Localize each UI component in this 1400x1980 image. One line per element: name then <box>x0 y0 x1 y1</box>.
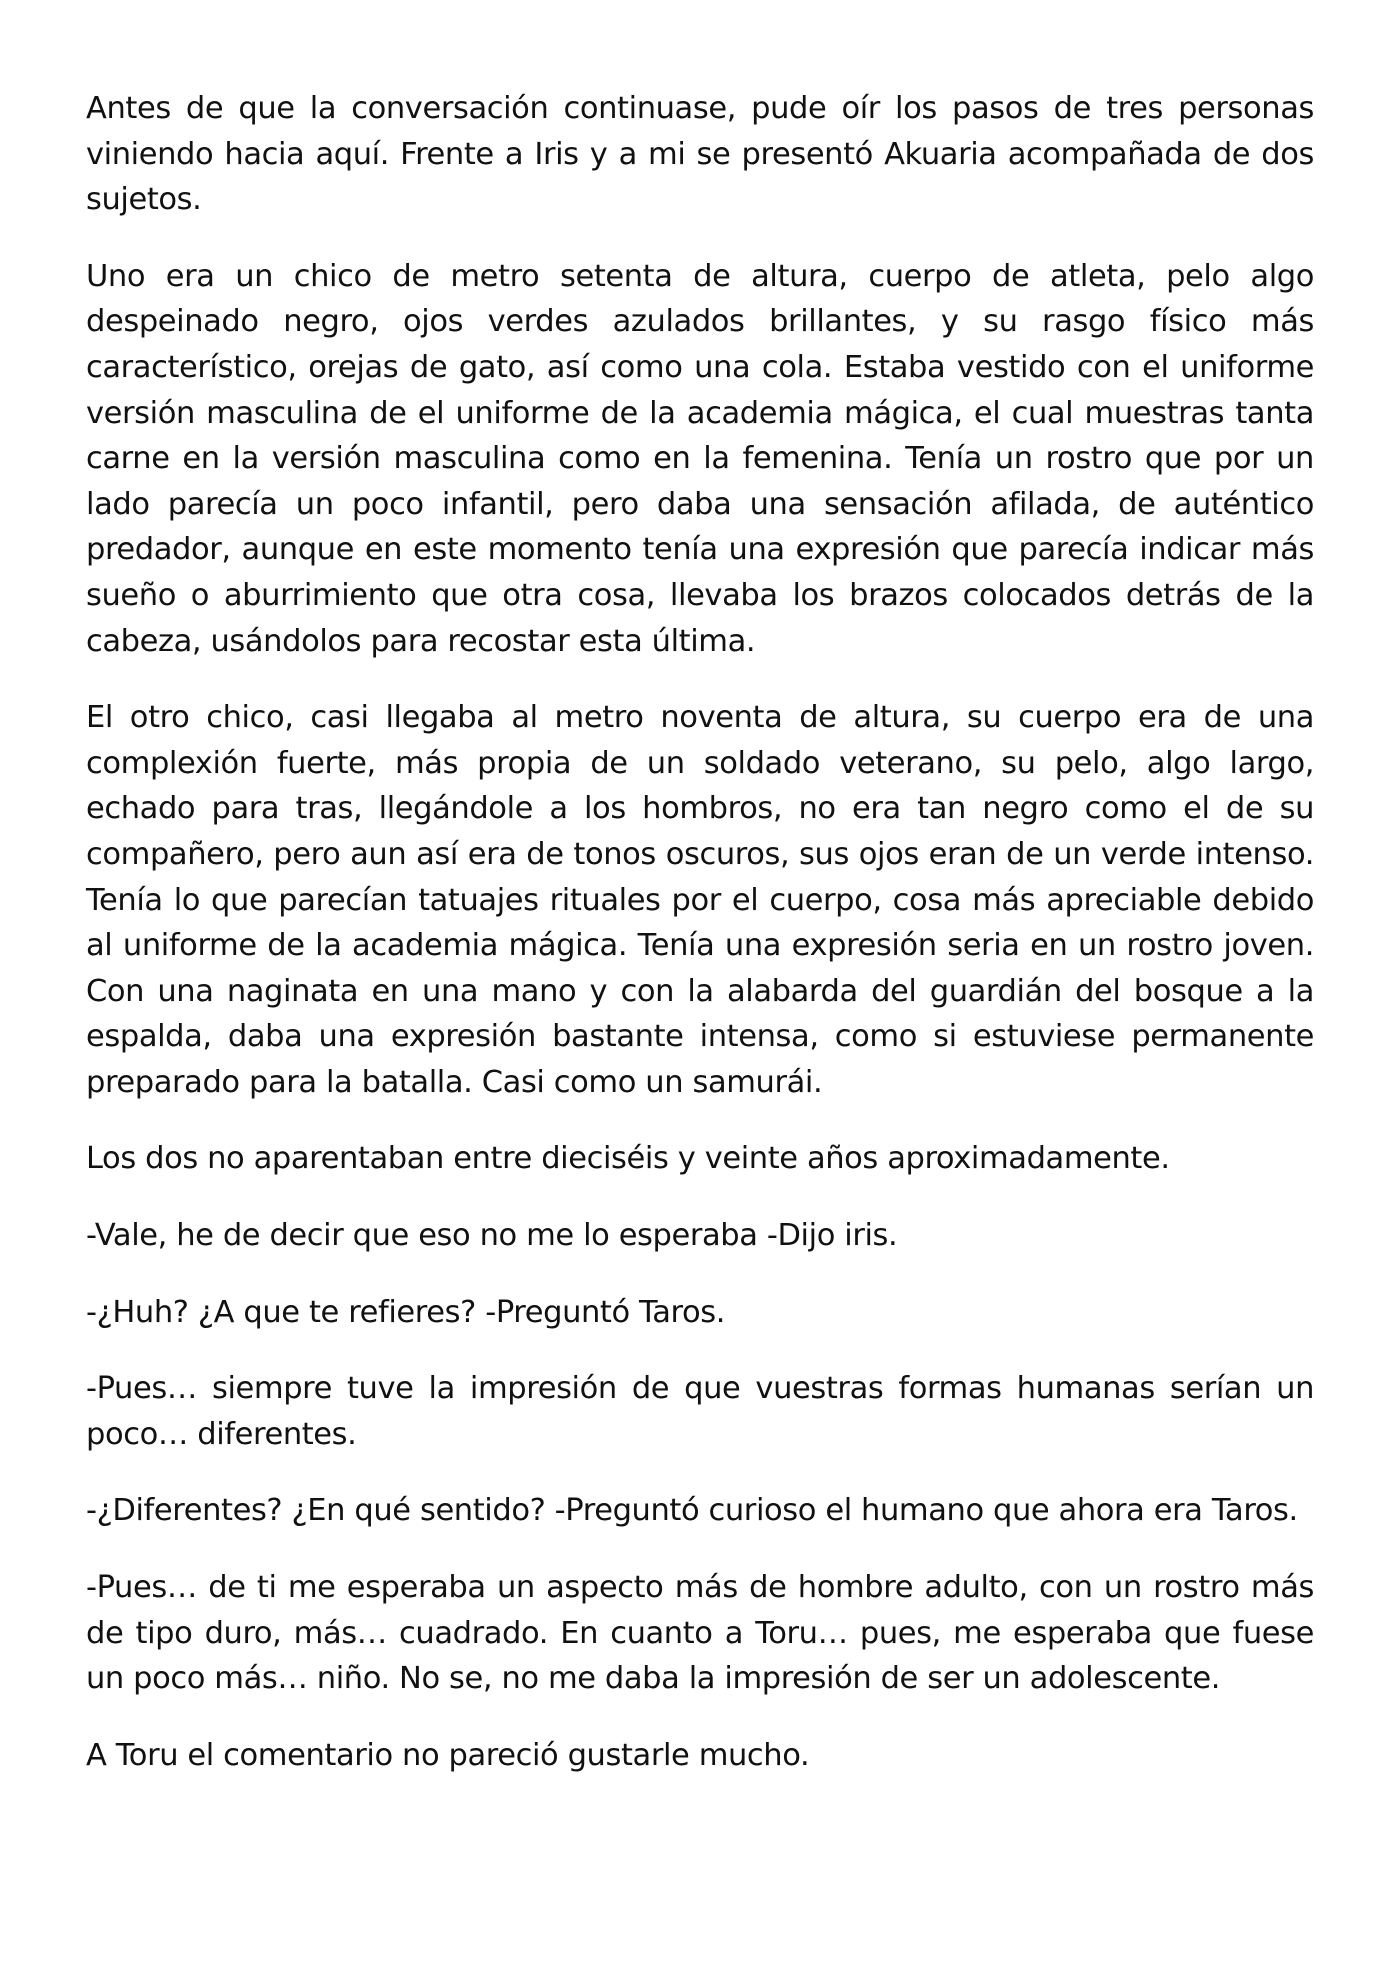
document-page <box>86 86 1314 1809</box>
paragraph: Antes de que la conversación continuase, pude oír los pasos de tres personas viniendo hacia aquí. Frente a Iris y a mi se presentó Akuaria acompañada de dos sujetos. <box>86 91 1314 218</box>
paragraph: Uno era un chico de metro setenta de altura, cuerpo de atleta, pelo algo despeinado negro, ojos verdes azulados brillantes, y su rasgo físico más característico, orejas de gato, así como una cola. Estaba vestido con el uniforme versión masculina de el uniforme de la academia mágica, el cual muestras tanta carne en la versión masculina como en la femenina. Tenía un rostro que por un lado parecía un poco infantil, pero daba una sensación afilada, de auténtico predador, aunque en este momento tenía una expresión que parecía indicar más sueño o aburrimiento que otra cosa, llevaba los brazos colocados detrás de la cabeza, usándolos para recostar esta última. <box>86 258 1314 659</box>
paragraph: A Toru el comentario no pareció gustarle mucho. <box>86 1737 810 1773</box>
paragraph: -Pues… siempre tuve la impresión de que vuestras formas humanas serían un poco… diferentes. <box>86 1371 1314 1452</box>
paragraph: -¿Huh? ¿A que te refieres? -Preguntó Taros. <box>86 1294 726 1330</box>
paragraph: Los dos no aparentaban entre dieciséis y veinte años aproximadamente. <box>86 1141 1170 1177</box>
paragraph: -Vale, he de decir que eso no me lo esperaba -Dijo iris. <box>86 1218 898 1254</box>
paragraph: -Pues… de ti me esperaba un aspecto más de hombre adulto, con un rostro más de tipo duro, más… cuadrado. En cuanto a Toru… pues, me esperaba que fuese un poco más… niño. No se, no me daba la impresión de ser un adolescente. <box>86 1570 1314 1697</box>
paragraph: El otro chico, casi llegaba al metro noventa de altura, su cuerpo era de una complexión fuerte, más propia de un soldado veterano, su pelo, algo largo, echado para tras, llegándole a los hombros, no era tan negro como el de su compañero, pero aun así era de tonos oscuros, sus ojos eran de un verde intenso. Tenía lo que parecían tatuajes rituales por el cuerpo, cosa más apreciable debido al uniforme de la academia mágica. Tenía una expresión seria en un rostro joven. Con una naginata en una mano y con la alabarda del guardián del bosque a la espalda, daba una expresión bastante intensa, como si estuviese permanente preparado para la batalla. Casi como un samurái. <box>86 700 1314 1100</box>
paragraph: -¿Diferentes? ¿En qué sentido? -Preguntó curioso el humano que ahora era Taros. <box>86 1493 1298 1529</box>
